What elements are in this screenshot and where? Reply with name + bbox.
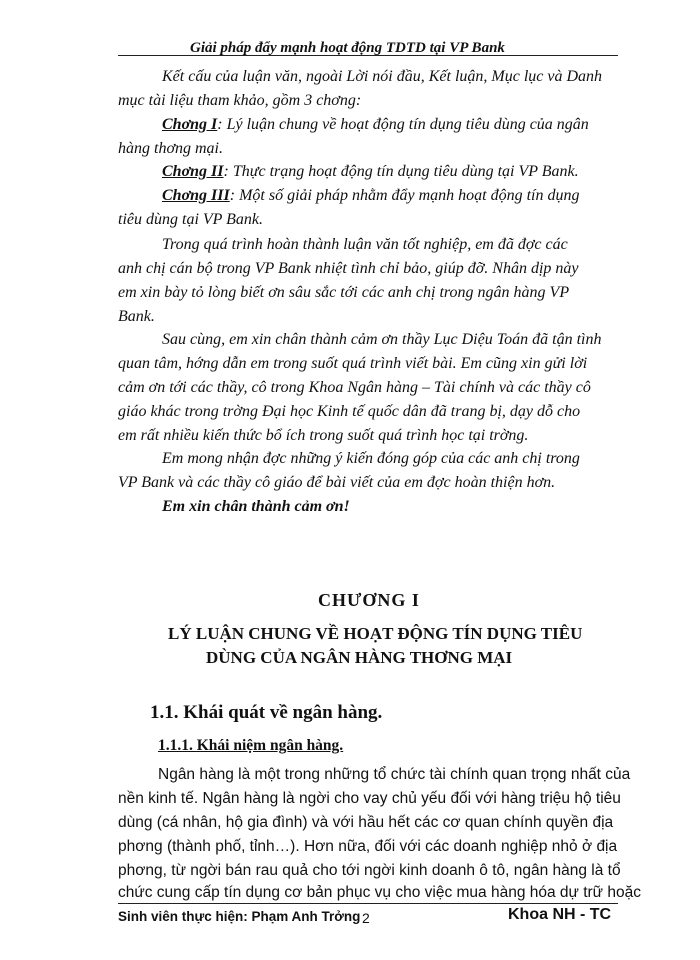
section-heading: 1.1. Khái quát về ngân hàng.	[150, 702, 383, 723]
body-line: phơng, từ ngời bán rau quả cho tới ngời kinh doanh ô tô, ngân hàng là tổ	[118, 862, 621, 879]
body-line: dùng (cá nhân, hộ gia đình) và với hầu hết các cơ quan chính quyền địa	[118, 814, 614, 831]
chapter-2-desc: : Thực trạng hoạt động tín dụng tiêu dùng tại VP Bank.	[223, 163, 579, 180]
para-line: em rất nhiều kiến thức bổ ích trong suốt quá trình học tại trờng.	[118, 427, 529, 444]
subsection-heading: 1.1.1. Khái niệm ngân hàng.	[158, 737, 344, 754]
intro-line: Kết cấu của luận văn, ngoài Lời nói đầu, Kết luận, Mục lục và Danh	[162, 68, 603, 85]
intro-line: mục tài liệu tham khảo, gồm 3 chơng:	[118, 92, 362, 109]
chapter-label: CHƯƠNG I	[318, 590, 420, 610]
chapter-3-desc: : Một số giải pháp nhằm đẩy mạnh hoạt động tín dụng	[229, 187, 580, 204]
chapter-1-label: Chơng I	[162, 116, 218, 133]
footer-rule	[118, 903, 618, 904]
page-header: Giải pháp đẩy mạnh hoạt động TDTD tại VP Bank	[190, 40, 505, 56]
para-line: em xin bày tỏ lòng biết ơn sâu sắc tới các anh chị trong ngân hàng VP	[118, 284, 570, 301]
footer-student: Sinh viên thực hiện: Phạm Anh Trởng	[118, 909, 361, 924]
body-line: Ngân hàng là một trong những tổ chức tài chính quan trọng nhất của	[158, 766, 631, 783]
chapter-1-line	[162, 116, 589, 134]
para-line: giáo khác trong trờng Đại học Kinh tế quốc dân đã trang bị, dạy dỗ cho	[118, 403, 581, 420]
para-line: Bank.	[118, 308, 155, 325]
chapter-2-label: Chơng II	[162, 163, 224, 180]
body-line: chức cung cấp tín dụng cơ bản phục vụ cho việc mua hàng hóa dự trữ hoặc	[118, 884, 641, 901]
para-line: VP Bank và các thầy cô giáo để bài viết của em đợc hoàn thiện hơn.	[118, 474, 556, 491]
chapter-2-line	[162, 163, 579, 181]
chapter-1-desc: : Lý luận chung về hoạt động tín dụng tiêu dùng của ngân	[217, 116, 589, 133]
para-line: quan tâm, hớng dẫn em trong suốt quá trình viết bài. Em cũng xin gửi lời	[118, 355, 588, 372]
chapter-title-line: DÙNG CỦA NGÂN HÀNG THƠNG MẠI	[206, 648, 513, 667]
body-line: nền kinh tế. Ngân hàng là ngời cho vay chủ yếu đối với hàng triệu hộ tiêu	[118, 790, 621, 807]
thanks-line: Em xin chân thành cảm ơn!	[162, 498, 350, 515]
para-line: Sau cùng, em xin chân thành cảm ơn thầy Lục Diệu Toán đã tận tình	[162, 331, 602, 348]
page-number: 2	[362, 910, 370, 926]
para-line: Trong quá trình hoàn thành luận văn tốt nghiệp, em đã đợc các	[162, 236, 568, 253]
chapter-1-line: hàng thơng mại.	[118, 140, 223, 157]
para-line: cảm ơn tới các thầy, cô trong Khoa Ngân hàng – Tài chính và các thầy cô	[118, 379, 591, 396]
chapter-title-line: LÝ LUẬN CHUNG VỀ HOẠT ĐỘNG TÍN DỤNG TIÊU	[168, 624, 583, 643]
para-line: anh chị cán bộ trong VP Bank nhiệt tình chỉ bảo, giúp đỡ. Nhân dịp này	[118, 260, 579, 277]
chapter-3-line: tiêu dùng tại VP Bank.	[118, 211, 264, 228]
para-line: Em mong nhận đợc những ý kiến đóng góp của các anh chị trong	[162, 450, 580, 467]
footer-department: Khoa NH - TC	[508, 906, 612, 923]
header-rule	[118, 55, 618, 56]
chapter-3-label: Chơng III	[162, 187, 230, 204]
chapter-3-line	[162, 187, 580, 205]
body-line: phơng (thành phố, tỉnh…). Hơn nữa, đối với các doanh nghiệp nhỏ ở địa	[118, 838, 618, 855]
